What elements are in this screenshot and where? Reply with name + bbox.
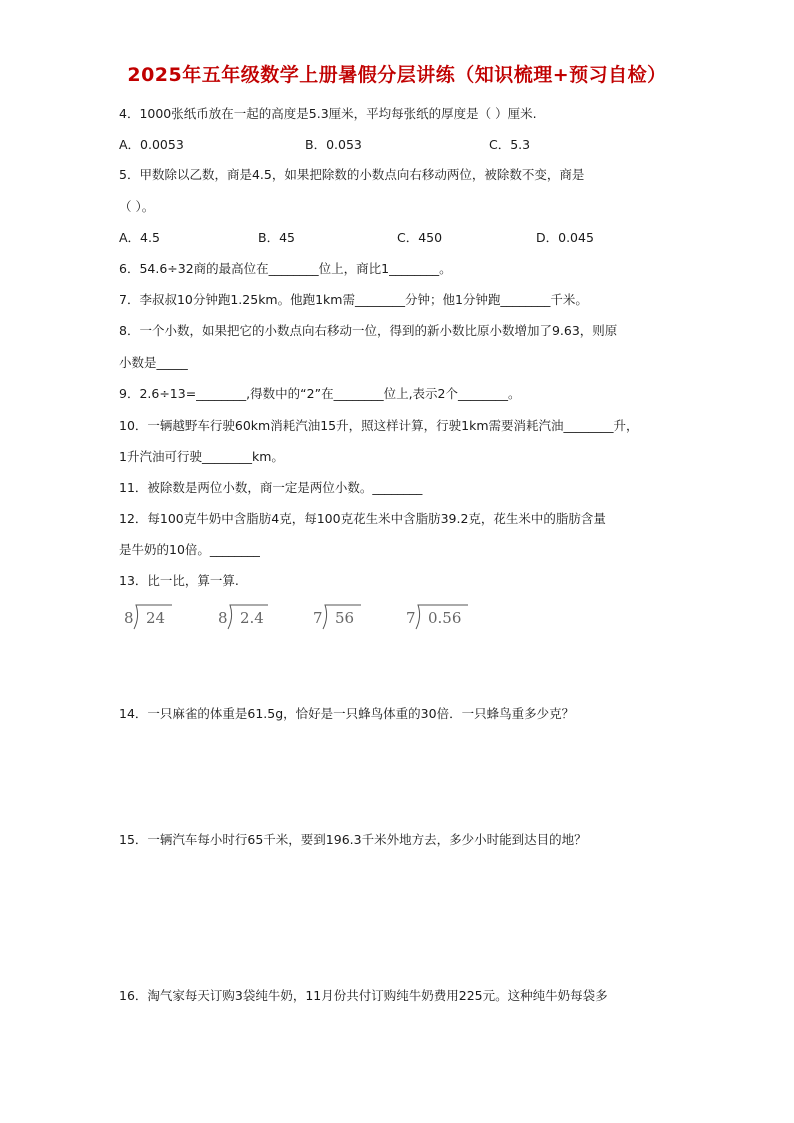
question-16: 16．淘气家每天订购3袋纯牛奶，11月份共付订购纯牛奶费用225元。这种纯牛奶每袋多 bbox=[119, 988, 608, 1003]
q4-option-a: A．0.0053 bbox=[119, 137, 184, 152]
dividend: 24 bbox=[146, 609, 166, 627]
question-15: 15．一辆汽车每小时行65千米，要到196.3千米外地方去，多少小时能到达目的地？ bbox=[119, 832, 587, 847]
question-10-line1: 10．一辆越野车行驶60km消耗汽油15升，照这样计算，行驶1km需要消耗汽油________升， bbox=[119, 418, 639, 433]
question-5-line2: （ ）。 bbox=[119, 199, 155, 214]
divisor: 7 bbox=[406, 609, 416, 627]
q5-option-b: B．45 bbox=[258, 230, 295, 245]
question-10-line2: 1升汽油可行驶________km。 bbox=[119, 449, 284, 464]
divisor: 7 bbox=[313, 609, 323, 627]
question-4: 4．1000张纸币放在一起的高度是5.3厘米，平均每张纸的厚度是（ ）厘米. bbox=[119, 106, 537, 121]
long-division-4 bbox=[406, 603, 476, 631]
dividend: 0.56 bbox=[428, 609, 462, 627]
question-11: 11．被除数是两位小数，商一定是两位小数。________ bbox=[119, 480, 423, 495]
question-12-line1: 12．每100克牛奶中含脂肪4克，每100克花生米中含脂肪39.2克，花生米中的脂肪含量 bbox=[119, 511, 606, 526]
question-8-line2: 小数是_____ bbox=[119, 355, 188, 370]
question-5-line1: 5．甲数除以乙数，商是4.5，如果把除数的小数点向右移动两位，被除数不变，商是 bbox=[119, 167, 585, 182]
question-6: 6．54.6÷32商的最高位在________位上，商比1________。 bbox=[119, 261, 452, 276]
q4-option-c: C．5.3 bbox=[489, 137, 531, 152]
long-division-1 bbox=[124, 603, 184, 631]
q5-option-a: A．4.5 bbox=[119, 230, 160, 245]
divisor: 8 bbox=[218, 609, 228, 627]
question-8-line1: 8．一个小数，如果把它的小数点向右移动一位，得到的新小数比原小数增加了9.63，则原 bbox=[119, 323, 618, 338]
document-title: 2025年五年级数学上册暑假分层讲练（知识梳理+预习自检） bbox=[127, 64, 667, 86]
question-9: 9．2.6÷13=________,得数中的“2”在________位上,表示2个________。 bbox=[119, 386, 521, 401]
q4-option-b: B．0.053 bbox=[305, 137, 362, 152]
question-7: 7．李叔叔10分钟跑1.25km。他跑1km需________分钟；他1分钟跑________千米。 bbox=[119, 292, 588, 307]
question-13: 13．比一比，算一算. bbox=[119, 573, 239, 588]
question-12-line2: 是牛奶的10倍。________ bbox=[119, 542, 260, 557]
dividend: 2.4 bbox=[240, 609, 264, 627]
q5-option-d: D．0.045 bbox=[536, 230, 594, 245]
question-14: 14．一只麻雀的体重是61.5g，恰好是一只蜂鸟体重的30倍．一只蜂鸟重多少克？ bbox=[119, 706, 575, 721]
long-division-2 bbox=[218, 603, 278, 631]
q5-option-c: C．450 bbox=[397, 230, 443, 245]
divisor: 8 bbox=[124, 609, 134, 627]
long-division-3 bbox=[313, 603, 373, 631]
dividend: 56 bbox=[335, 609, 355, 627]
